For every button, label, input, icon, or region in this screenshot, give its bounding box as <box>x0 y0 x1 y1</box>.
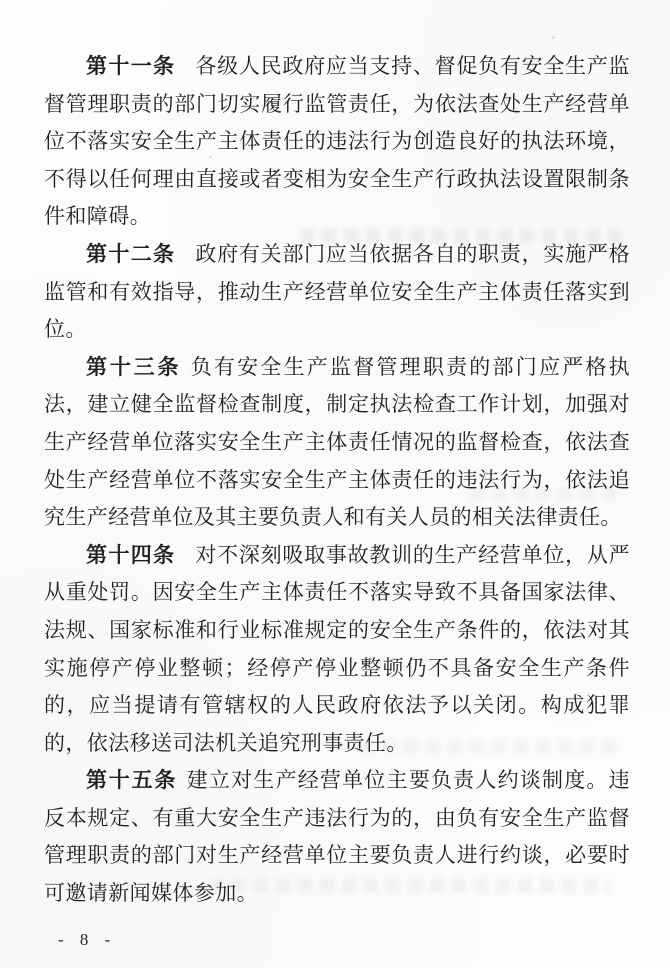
article-14-body: 对不深刻吸取事故教训的生产经营单位，从严从重处罚。因安全生产主体责任不落实导致不具备国家法律、法规、国家标准和行业标准规定的安全生产条件的，依法对其实施停产停业整顿；经停产停业整顿仍不具备安全生产条件的，应当提请有管辖权的人民政府依法予以关闭。构成犯罪的，依法移送司法机关追究刑事责任。 <box>44 542 631 755</box>
document-body <box>44 48 630 913</box>
article-14-heading: 第十四条 <box>86 543 176 567</box>
article-13-heading: 第十三条 <box>86 355 182 379</box>
article-15-heading: 第十五条 <box>86 769 178 793</box>
article-12-heading: 第十二条 <box>86 242 176 266</box>
article-15-paragraph <box>44 762 630 912</box>
scan-speck <box>552 36 555 39</box>
article-13-body: 负有安全生产监督管理职责的部门应严格执法，建立健全监督检查制度，制定执法检查工作计划，加强对生产经营单位落实安全生产主体责任情况的监督检查，依法查处生产经营单位不落实安全生产主体责任的违法行为，依法追究生产经营单位及其主要负责人和有关人员的相关法律责任。 <box>44 354 630 530</box>
article-11-paragraph <box>44 48 630 236</box>
article-14-paragraph <box>44 537 630 763</box>
article-12-paragraph <box>44 236 630 349</box>
article-13-paragraph <box>44 349 630 537</box>
article-11-heading: 第十一条 <box>86 55 176 78</box>
article-11-body: 各级人民政府应当支持、督促负有安全生产监督管理职责的部门切实履行监管责任，为依法查处生产经营单位不落实安全生产主体责任的违法行为创造良好的执法环境，不得以任何理由直接或者变相为安全生产行政执法设置限制条件和障碍。 <box>44 54 631 229</box>
article-15-body: 建立对生产经营单位主要负责人约谈制度。违反本规定、有重大安全生产违法行为的，由负有安全生产监督管理职责的部门对生产经营单位主要负责人进行约谈，必要时可邀请新闻媒体参加。 <box>44 768 631 906</box>
page-number: - 8 - <box>58 930 117 949</box>
article-12-body: 政府有关部门应当依据各自的职责，实施严格监管和有效指导，推动生产经营单位安全生产主体责任落实到位。 <box>44 241 631 342</box>
